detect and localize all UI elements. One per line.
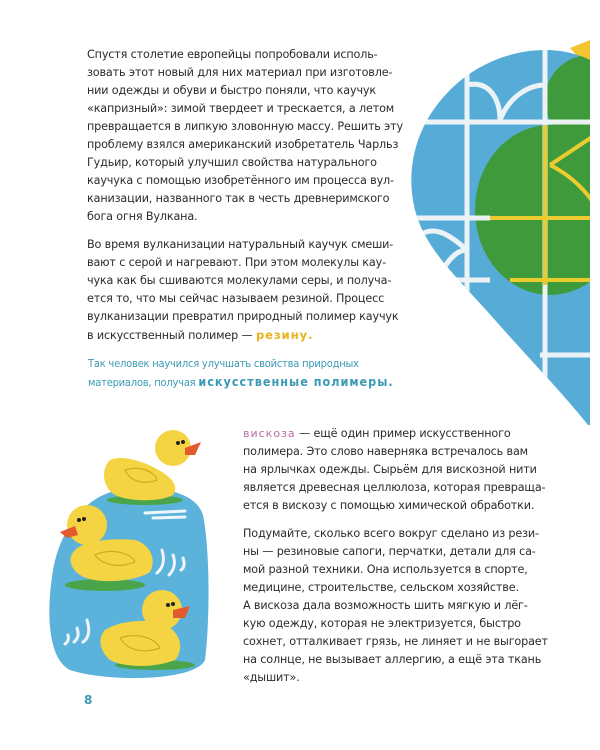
paragraph-goodyear (87, 46, 403, 226)
text-line: «дышит». (243, 671, 300, 684)
text-line: сохнет, отталкивает грязь, не линяет и не выгорает (243, 635, 548, 648)
text-line: на солнце, не вызывает аллергию, а ещё эта ткань (243, 653, 542, 666)
callout-line: Так человек научился улучшать свойства природных (88, 357, 359, 370)
text-line: Спустя столетие европейцы попробовали исполь- (87, 48, 378, 61)
text-line (243, 425, 543, 443)
viscose-term: вискоза (243, 427, 296, 440)
text-line: превращается в липкую зловонную массу. Решить эту (87, 120, 403, 133)
text-line: «капризный»: зимой твердеет и трескается, а летом (87, 102, 395, 115)
text-line: мой разной техники. Она используется в спорте, (243, 563, 528, 576)
text-line: ны — резиновые сапоги, перчатки, детали для са- (243, 545, 536, 558)
text-line: канизации, названного так в честь древнеримского (87, 192, 390, 205)
text-line: ется в вискозу с помощью химической обработки. (243, 499, 535, 512)
paragraph-uses (243, 525, 548, 687)
text-line: зовать этот новый для них материал при изготовле- (87, 66, 393, 79)
duck-top (104, 430, 201, 500)
text-line (87, 326, 387, 345)
text-line: каучука с помощью изобретённого им процесса вул- (87, 174, 394, 187)
text-line: ется то, что мы сейчас называем резиной. Процесс (87, 292, 385, 305)
text-line: чука как бы сшиваются молекулами серы, и получа- (87, 274, 392, 287)
text-line: кую одежду, которая не электризуется, быстро (243, 617, 521, 630)
text-line: вают с серой и нагревают. При этом молекулы кау- (87, 256, 386, 269)
text-line: медицине, строительстве, сельском хозяйстве. (243, 581, 519, 594)
rubber-ducks-illustration (45, 420, 240, 690)
text-line: является древесная целлюлоза, которая превраща- (243, 481, 546, 494)
text-line: на ярлычках одежды. Сырьём для вискозной нити (243, 463, 537, 476)
highlight-rubber: резину. (255, 328, 314, 342)
text-line: бога огня Вулкана. (87, 210, 198, 223)
callout-emphasis: искусственные полимеры. (198, 374, 394, 389)
text-line: нии одежды и обуви и быстро поняли, что каучук (87, 84, 377, 97)
paragraph-vulcanization (87, 236, 399, 345)
text-fragment: в искусственный полимер — (87, 329, 256, 342)
text-line: Подумайте, сколько всего вокруг сделано из рези- (243, 527, 539, 540)
text-line: Во время вулканизации натуральный каучук смеши- (87, 238, 394, 251)
paragraph-viscose (243, 425, 546, 515)
text-fragment: материалов, получая (88, 376, 199, 389)
callout-summary (88, 355, 428, 392)
heart-window-illustration (400, 40, 600, 430)
callout-line (88, 373, 428, 392)
bottom-text-column (243, 425, 548, 697)
page-number: 8 (84, 693, 93, 707)
text-line: Гудьир, который улучшил свойства натурального (87, 156, 377, 169)
text-line: вулканизации превратил природный полимер каучук (87, 310, 399, 323)
top-text-column (87, 46, 403, 355)
text-line: А вискоза дала возможность шить мягкую и лёг- (243, 599, 528, 612)
text-line: проблему взялся американский изобретатель Чарльз (87, 138, 399, 151)
text-fragment: — ещё один пример искусственного (295, 427, 511, 440)
text-line: полимера. Это слово наверняка встречалось вам (243, 445, 528, 458)
